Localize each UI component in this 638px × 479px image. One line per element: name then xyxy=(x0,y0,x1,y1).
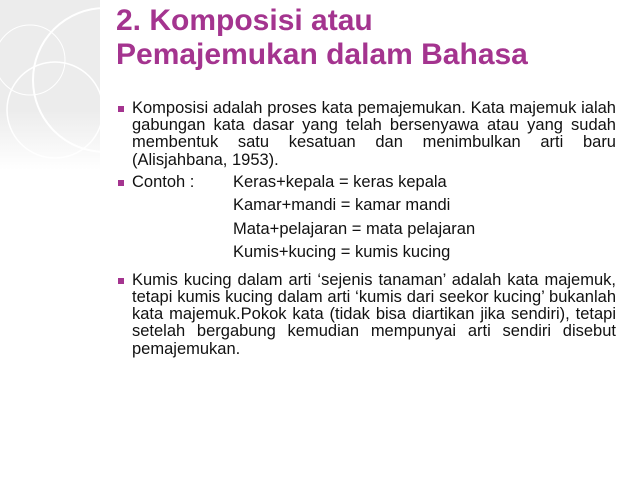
example-row xyxy=(132,197,616,221)
explanation-text: Kumis kucing dalam arti ‘sejenis tanaman’ adalah kata majemuk, tetapi kumis kucing dalam arti ‘kumis dari seekor kucing’ bukanlah kata majemuk.Pokok kata (tidak bisa diartikan jika sendiri), tetapi setelah bergabung kemudian mempunyai arti sendiri disebut pemajemukan. xyxy=(132,270,616,358)
definition-text: Komposisi adalah proses kata pemajemukan. Kata majemuk ialah gabungan kata dasar yang telah bersenyawa atau yang sudah membentuk satu kesatuan dan menimbulkan arti baru (Alisjahbana, 1953). xyxy=(132,99,616,169)
example-item: Kamar+mandi = kamar mandi xyxy=(233,196,451,215)
bullet-square-icon xyxy=(118,106,124,112)
slide-title xyxy=(116,4,528,72)
bullet-explanation xyxy=(118,272,616,358)
title-line-2: Pemajemukan dalam Bahasa xyxy=(116,38,528,71)
example-label: Contoh : xyxy=(132,172,195,191)
example-row xyxy=(132,221,616,245)
slide-content xyxy=(118,100,616,358)
bullet-examples xyxy=(118,174,616,268)
example-item: Kumis+kucing = kumis kucing xyxy=(233,243,451,262)
bullet-square-icon xyxy=(118,180,124,186)
title-line-1: 2. Komposisi atau xyxy=(116,4,373,37)
example-item: Mata+pelajaran = mata pelajaran xyxy=(233,219,476,238)
example-row xyxy=(132,244,616,268)
example-item: Keras+kepala = keras kepala xyxy=(233,172,447,191)
bullet-definition xyxy=(118,100,616,169)
bullet-square-icon xyxy=(118,278,124,284)
example-row xyxy=(132,174,616,198)
